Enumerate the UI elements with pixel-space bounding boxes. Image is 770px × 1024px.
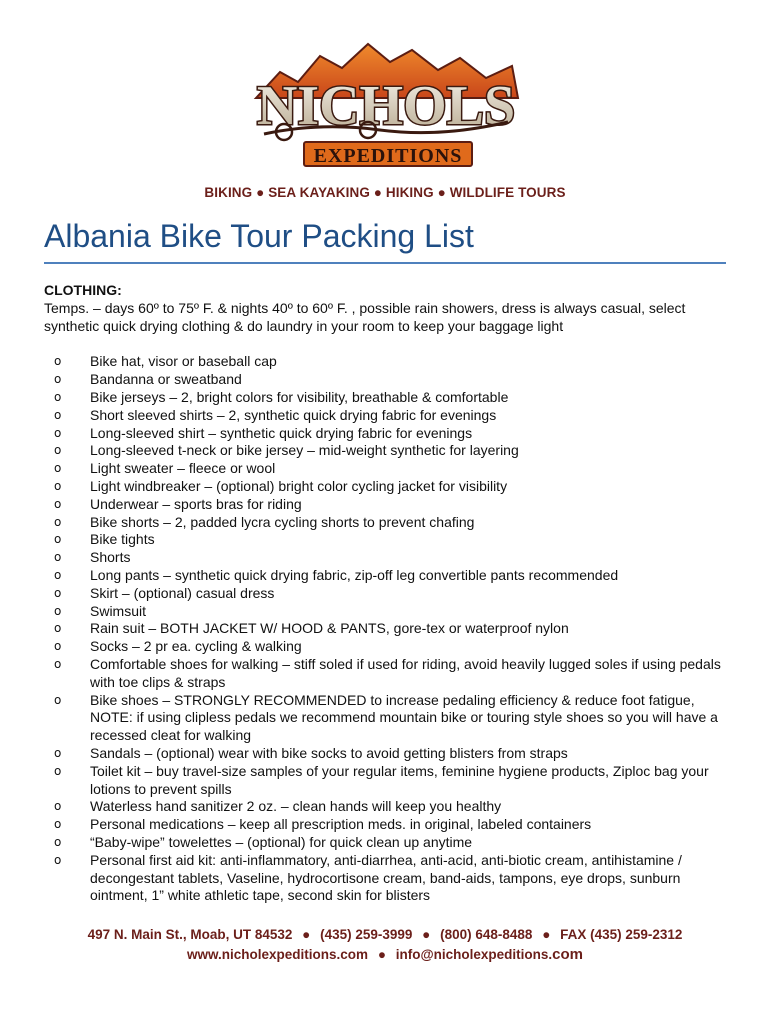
- list-item: [44, 407, 726, 425]
- footer-separator: ●: [542, 927, 551, 942]
- list-item: [44, 798, 726, 816]
- list-item-text: Long-sleeved t-neck or bike jersey – mid-weight synthetic for layering: [90, 442, 519, 459]
- bullet-icon: o: [54, 407, 62, 422]
- packing-items-list: [44, 353, 726, 905]
- bullet-icon: o: [54, 692, 62, 707]
- bullet-icon: o: [54, 532, 62, 547]
- list-item: [44, 834, 726, 852]
- bullet-icon: o: [54, 656, 62, 671]
- list-item-text: Bandanna or sweatband: [90, 371, 242, 388]
- list-item-text: Socks – 2 pr ea. cycling & walking: [90, 638, 302, 655]
- list-item-text: Waterless hand sanitizer 2 oz. – clean hands will keep you healthy: [90, 798, 502, 815]
- list-item: [44, 816, 726, 834]
- bullet-icon: o: [54, 461, 62, 476]
- list-item: [44, 389, 726, 407]
- list-item-text: Skirt – (optional) casual dress: [90, 584, 275, 601]
- bullet-icon: o: [54, 817, 62, 832]
- list-item: [44, 656, 726, 692]
- title-underline: [44, 262, 726, 264]
- list-item: [44, 496, 726, 514]
- list-item: [44, 603, 726, 621]
- list-item-text: Bike hat, visor or baseball cap: [90, 353, 277, 370]
- footer-email-tld: com: [552, 946, 583, 963]
- list-item-text: Long-sleeved shirt – synthetic quick drying fabric for evenings: [90, 424, 473, 441]
- bullet-icon: o: [54, 496, 62, 511]
- page-title: Albania Bike Tour Packing List: [44, 218, 474, 254]
- list-item: [44, 514, 726, 532]
- list-item-text: Bike shorts – 2, padded lycra cycling shorts to prevent chafing: [90, 513, 475, 530]
- list-item-text: Underwear – sports bras for riding: [90, 495, 302, 512]
- list-item: [44, 478, 726, 496]
- bullet-icon: o: [54, 550, 62, 565]
- bullet-icon: o: [54, 603, 62, 618]
- bullet-icon: o: [54, 799, 62, 814]
- list-item: [44, 567, 726, 585]
- list-item-text: Sandals – (optional) wear with bike socks to avoid getting blisters from straps: [90, 744, 568, 761]
- nichols-expeditions-logo: [250, 38, 522, 172]
- bullet-icon: o: [54, 567, 62, 582]
- footer-line-2: [0, 945, 770, 965]
- contact-footer: [0, 925, 770, 965]
- list-item: [44, 638, 726, 656]
- footer-separator: ●: [302, 927, 311, 942]
- footer-email-name: info@nicholexpeditions.: [395, 947, 553, 962]
- section-intro: Temps. – days 60º to 75º F. & nights 40º to 60º F. , possible rain showers, dress is always casual, select synthetic quick drying clothing & do laundry in your room to keep your baggage light: [44, 299, 686, 334]
- footer-separator: ●: [377, 947, 386, 962]
- list-item-text: Shorts: [90, 549, 131, 566]
- bullet-icon: o: [54, 585, 62, 600]
- list-item-text: Bike tights: [90, 531, 155, 548]
- list-item-text: Rain suit – BOTH JACKET W/ HOOD & PANTS, gore-tex or waterproof nylon: [90, 620, 569, 637]
- footer-fax: FAX (435) 259-2312: [560, 927, 683, 942]
- bullet-icon: o: [54, 354, 62, 369]
- footer-address: 497 N. Main St., Moab, UT 84532: [87, 927, 293, 942]
- list-item-text: Light windbreaker – (optional) bright color cycling jacket for visibility: [90, 477, 508, 494]
- list-item-text: Long pants – synthetic quick drying fabric, zip-off leg convertible pants recommended: [90, 566, 619, 583]
- bullet-icon: o: [54, 763, 62, 778]
- footer-phone: (435) 259-3999: [320, 927, 413, 942]
- footer-tollfree: (800) 648-8488: [440, 927, 533, 942]
- section-heading: CLOTHING:: [44, 282, 122, 298]
- packing-list-content: [44, 282, 726, 905]
- list-item: [44, 692, 726, 745]
- bullet-icon: o: [54, 514, 62, 529]
- list-item: [44, 531, 726, 549]
- footer-line-1: [0, 925, 770, 945]
- list-item: [44, 852, 726, 905]
- bullet-icon: o: [54, 478, 62, 493]
- bullet-icon: o: [54, 389, 62, 404]
- list-item-text: Swimsuit: [90, 602, 147, 619]
- list-item: [44, 763, 726, 799]
- list-item-text: Short sleeved shirts – 2, synthetic quick drying fabric for evenings: [90, 406, 497, 423]
- logo-sub-text: EXPEDITIONS: [313, 145, 463, 167]
- bullet-icon: o: [54, 852, 62, 867]
- bullet-icon: o: [54, 425, 62, 440]
- list-item: [44, 585, 726, 603]
- footer-website[interactable]: [187, 947, 368, 962]
- list-item-text: Personal first aid kit: anti-inflammatory, anti-diarrhea, anti-acid, anti-biotic cream, antihistamine / decongestant tablets, Vaseline, hydrocortisone cream, band-aids, tampons, eye drops, sunburn ointment, 1” white athletic tape, second skin for blisters: [90, 851, 682, 904]
- list-item-text: Light sweater – fleece or wool: [90, 460, 276, 477]
- list-item: [44, 425, 726, 443]
- bullet-icon: o: [54, 443, 62, 458]
- bullet-icon: o: [54, 621, 62, 636]
- list-item-text: Toilet kit – buy travel-size samples of your regular items, feminine hygiene products, Ziploc bag your lotions to prevent spills: [90, 762, 709, 797]
- footer-website-name: www.nicholexpeditions.: [187, 947, 341, 962]
- list-item: [44, 442, 726, 460]
- list-item: [44, 371, 726, 389]
- bullet-icon: o: [54, 745, 62, 760]
- footer-separator: ●: [422, 927, 431, 942]
- list-item: [44, 353, 726, 371]
- list-item: [44, 745, 726, 763]
- list-item-text: Bike shoes – STRONGLY RECOMMENDED to increase pedaling efficiency & reduce foot fatigue, NOTE: if using clipless pedals we recommend mountain bike or touring style shoes so you will have a recessed cleat for walking: [90, 691, 718, 744]
- tour-types-tagline: BIKING ● SEA KAYAKING ● HIKING ● WILDLIFE TOURS: [204, 185, 566, 200]
- list-item-text: “Baby-wipe” towelettes – (optional) for quick clean up anytime: [90, 833, 473, 850]
- footer-website-tld: com: [340, 947, 369, 962]
- bullet-icon: o: [54, 372, 62, 387]
- bullet-icon: o: [54, 834, 62, 849]
- list-item-text: Bike jerseys – 2, bright colors for visibility, breathable & comfortable: [90, 388, 509, 405]
- logo-brand-text: NICHOLS: [256, 75, 516, 137]
- list-item: [44, 460, 726, 478]
- list-item-text: Comfortable shoes for walking – stiff soled if used for riding, avoid heavily lugged soles if using pedals with toe clips & straps: [90, 655, 721, 690]
- bullet-icon: o: [54, 639, 62, 654]
- list-item: [44, 549, 726, 567]
- list-item-text: Personal medications – keep all prescription meds. in original, labeled containers: [90, 816, 592, 833]
- list-item: [44, 620, 726, 638]
- footer-email[interactable]: [396, 947, 583, 962]
